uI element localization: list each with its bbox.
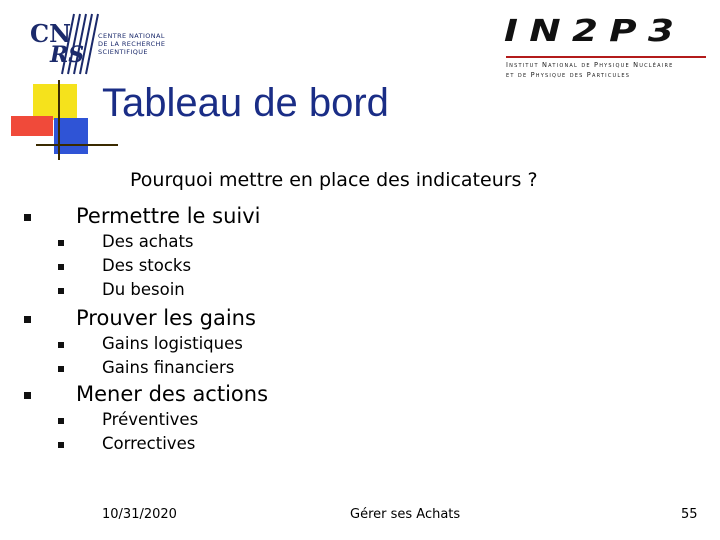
square-bullet-icon [24, 392, 31, 399]
title-deco-yellow-square [33, 84, 77, 120]
square-bullet-icon [58, 288, 64, 294]
title-deco-horizontal-line [36, 144, 118, 146]
section-label: Prouver les gains [76, 306, 256, 330]
section-label: Mener des actions [76, 382, 269, 406]
footer-date: 10/31/2020 [102, 507, 177, 522]
square-bullet-icon [24, 316, 31, 323]
slide-subtitle: Pourquoi mettre en place des indicateurs ? [130, 169, 538, 191]
section-label: Permettre le suivi [76, 204, 261, 228]
footer-title: Gérer ses Achats [350, 507, 461, 522]
square-bullet-icon [58, 264, 64, 270]
list-item: Des stocks [102, 256, 192, 275]
title-deco-vertical-line [58, 80, 60, 160]
in2p3-logo [500, 15, 710, 81]
list-item: Des achats [102, 232, 194, 251]
svg-text:RS: RS [50, 42, 85, 68]
slide-title: Tableau de bord [102, 81, 389, 125]
svg-text:CN: CN [30, 19, 72, 48]
square-bullet-icon [58, 418, 64, 424]
list-item: Gains logistiques [102, 334, 243, 353]
title-deco-red-bar [11, 116, 53, 136]
list-item: Correctives [102, 434, 196, 453]
list-item: Préventives [102, 410, 199, 429]
list-item: Du besoin [102, 280, 185, 299]
square-bullet-icon [58, 442, 64, 448]
cnrs-logo-mark [28, 12, 100, 76]
in2p3-logo-mark: IN2P3 [504, 14, 686, 49]
list-item: Gains financiers [102, 358, 235, 377]
in2p3-logo-line1: Institut National de Physique Nucléaire [506, 61, 674, 69]
in2p3-logo-line2: et de Physique des Particules [506, 71, 631, 79]
cnrs-logo [28, 12, 178, 76]
square-bullet-icon [24, 214, 31, 221]
page-number: 55 [681, 507, 698, 522]
cnrs-logo-text: CENTRE NATIONAL DE LA RECHERCHE SCIENTIFIQUE [98, 32, 166, 56]
square-bullet-icon [58, 366, 64, 372]
square-bullet-icon [58, 342, 64, 348]
in2p3-logo-rule [506, 56, 706, 58]
square-bullet-icon [58, 240, 64, 246]
